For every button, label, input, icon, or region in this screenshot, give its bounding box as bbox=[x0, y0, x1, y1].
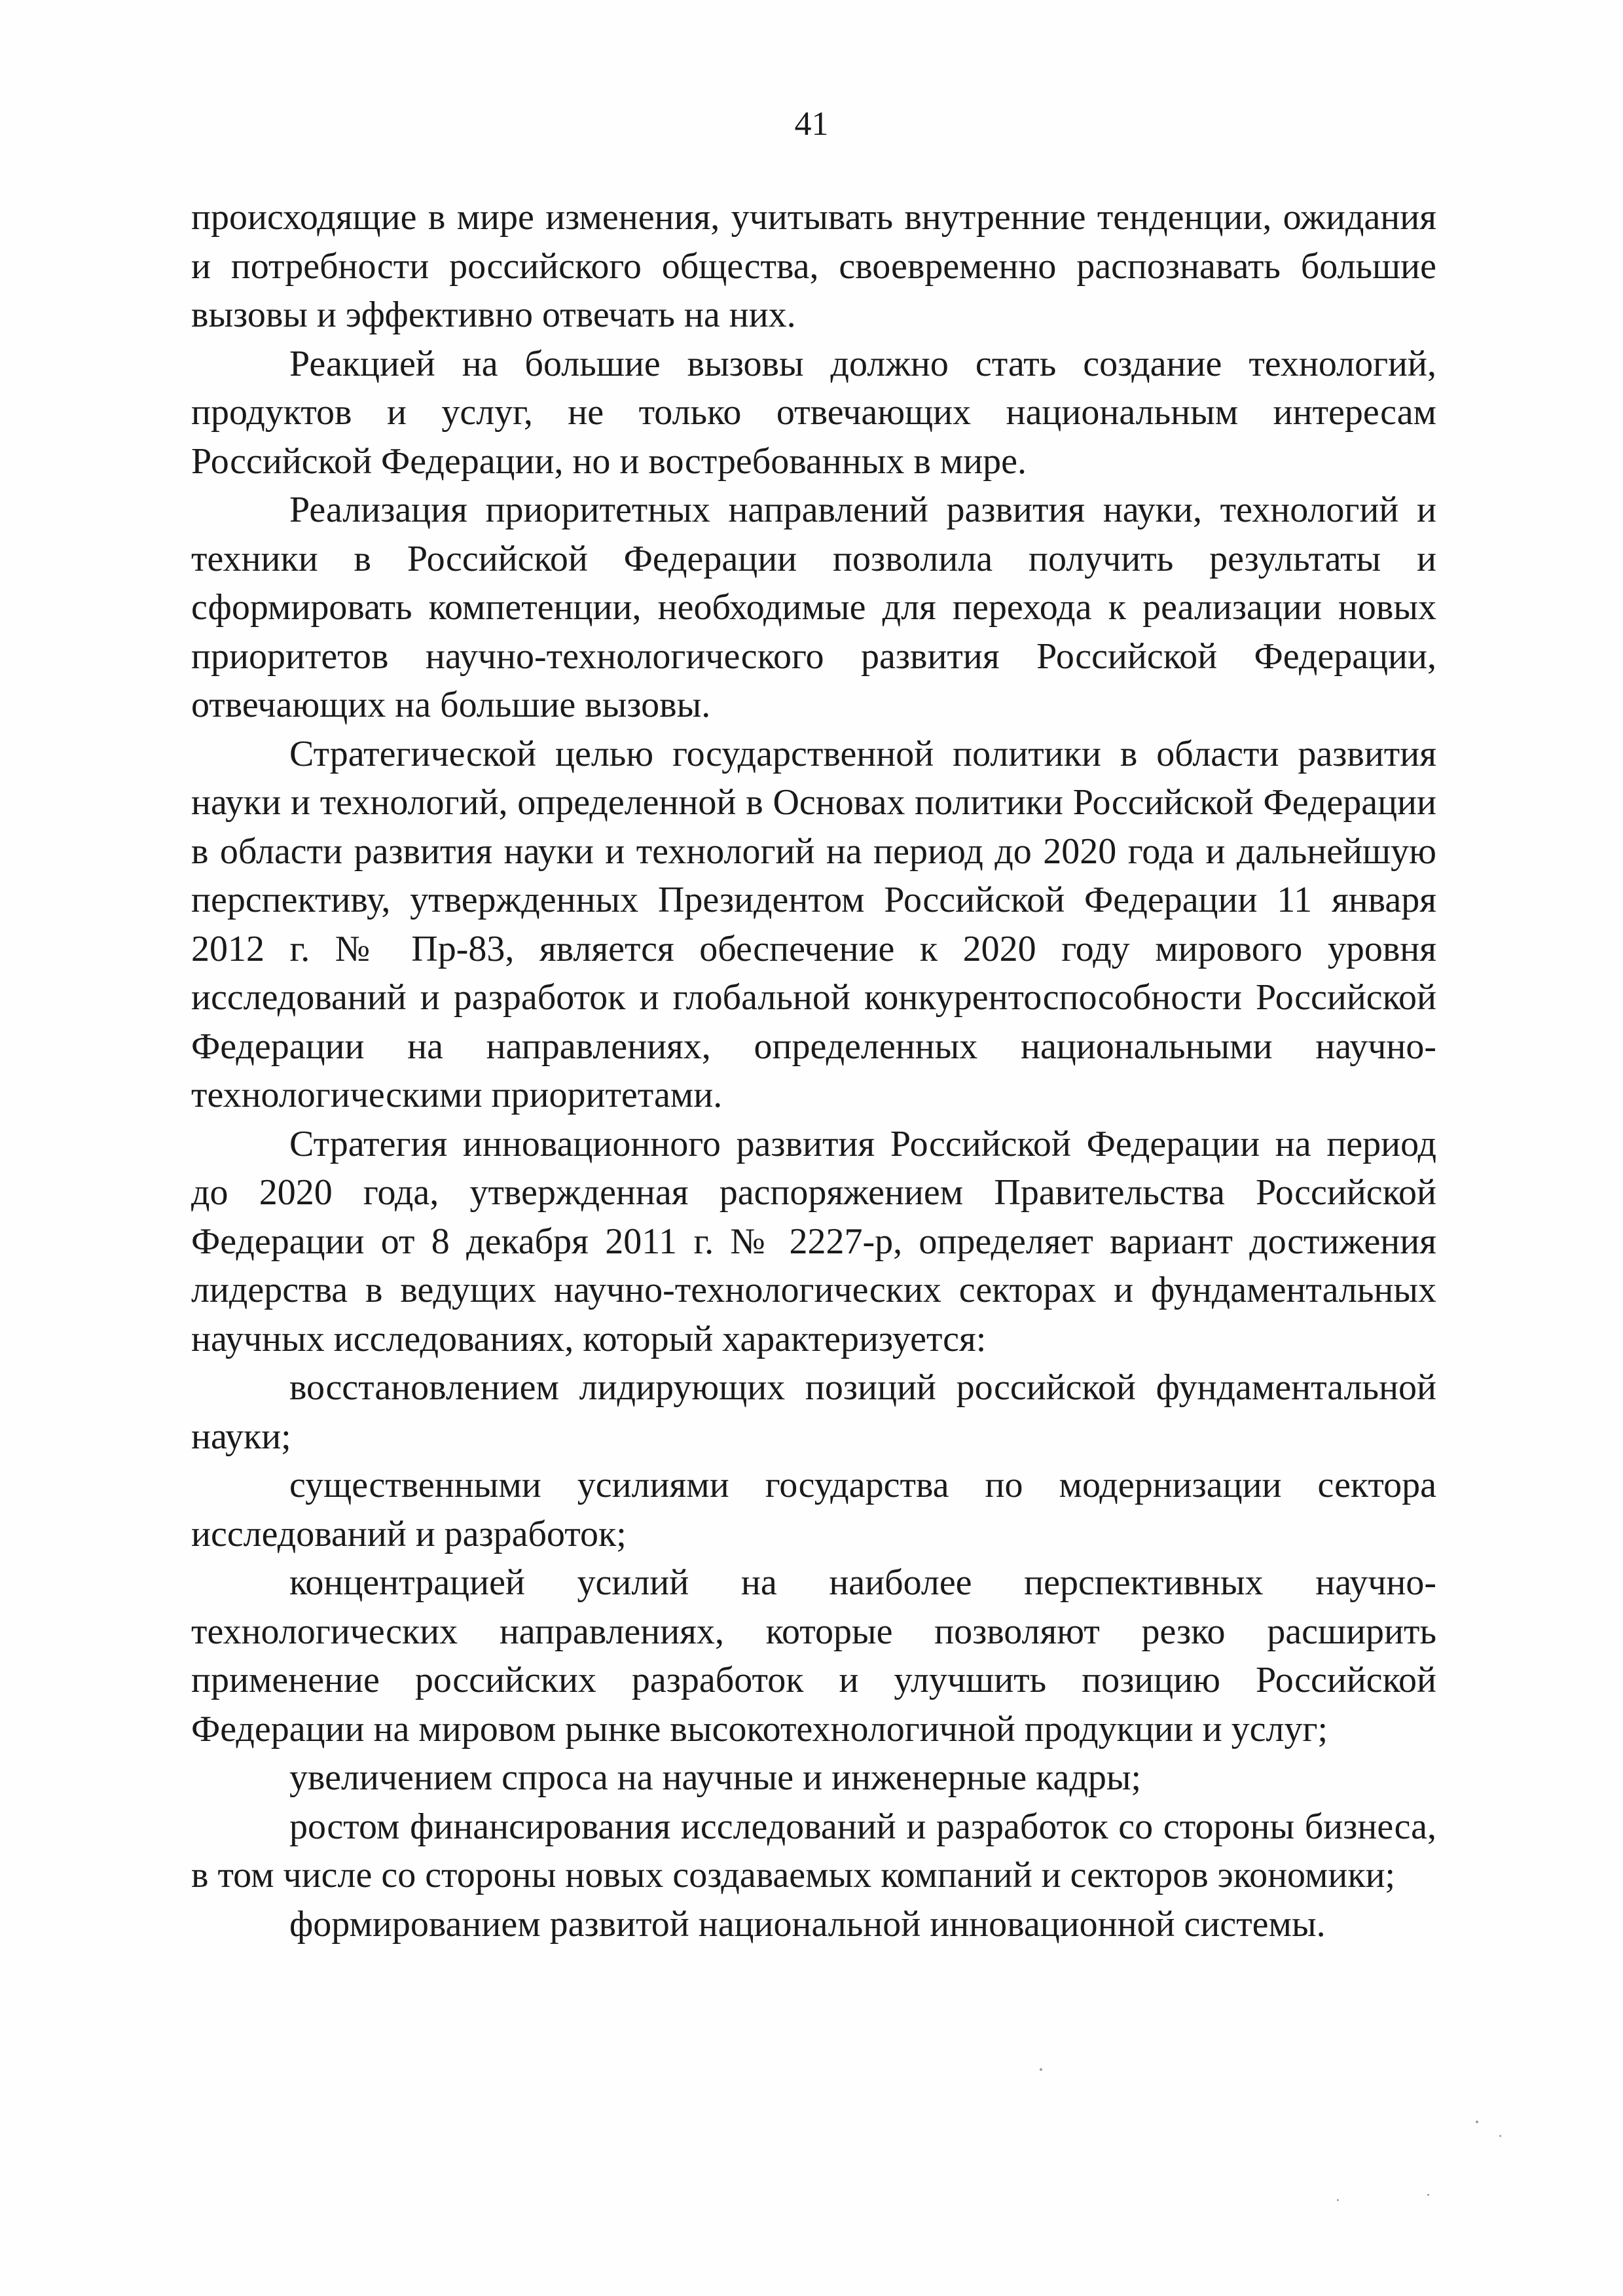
list-item: существенными усилиями государства по модернизации сектора исследований и разработок; bbox=[191, 1465, 1436, 1554]
paragraph-challenges-response: Реакцией на большие вызовы должно стать создание технологий, продуктов и услуг, не только отвечающих национальным интересам Российской Федерации, но и востребованных в мире. bbox=[191, 343, 1436, 482]
scan-speck bbox=[1476, 2121, 1478, 2123]
paragraph-strategic-goal: Стратегической целью государственной политики в области развития науки и технологий, определенной в Основах политики Российской Федерации в области развития науки и технологий на период до 2020 года и дальнейшую перспективу, утвержденных Президентом Российской Федерации 11 января 2012 г. № Пр-83, является обеспечение к 2020 году мирового уровня исследований и разработок и глобальной конкурентоспособности Российской Федерации на направлениях, определенных национальными научно-технологическими приоритетами. bbox=[191, 733, 1436, 1115]
scan-speck bbox=[1427, 2194, 1429, 2196]
scan-speck bbox=[1040, 2068, 1042, 2071]
list-item: ростом финансирования исследований и разработок со стороны бизнеса, в том числе со стороны новых создаваемых компаний и секторов экономики; bbox=[191, 1806, 1436, 1895]
page-number: 41 bbox=[794, 105, 829, 143]
document-body bbox=[191, 193, 1436, 1948]
list-item: восстановлением лидирующих позиций российской фундаментальной науки; bbox=[191, 1367, 1436, 1457]
paragraph-innovation-strategy: Стратегия инновационного развития Российской Федерации на период до 2020 года, утвержденная распоряжением Правительства Российской Федерации от 8 декабря 2011 г. № 2227-р, определяет вариант достижения лидерства в ведущих научно-технологических секторах и фундаментальных научных исследованиях, который характеризуется: bbox=[191, 1123, 1436, 1359]
paragraph-priorities-implementation: Реализация приоритетных направлений развития науки, технологий и техники в Российской Федерации позволила получить результаты и сформировать компетенции, необходимые для перехода к реализации новых приоритетов научно-технологического развития Российской Федерации, отвечающих на большие вызовы. bbox=[191, 490, 1436, 725]
list-item: увеличением спроса на научные и инженерные кадры; bbox=[289, 1757, 1142, 1798]
scan-speck bbox=[1499, 2135, 1501, 2137]
list-item: концентрацией усилий на наиболее перспективных научно-технологических направлениях, которые позволяют резко расширить применение российских разработок и улучшить позицию Российской Федерации на мировом рынке высокотехнологичной продукции и услуг; bbox=[191, 1562, 1436, 1749]
scan-speck bbox=[1337, 2199, 1339, 2201]
list-item: формированием развитой национальной инновационной системы. bbox=[289, 1903, 1326, 1945]
paragraph-continuation: происходящие в мире изменения, учитывать внутренние тенденции, ожидания и потребности российского общества, своевременно распознавать большие вызовы и эффективно отвечать на них. bbox=[191, 197, 1436, 335]
